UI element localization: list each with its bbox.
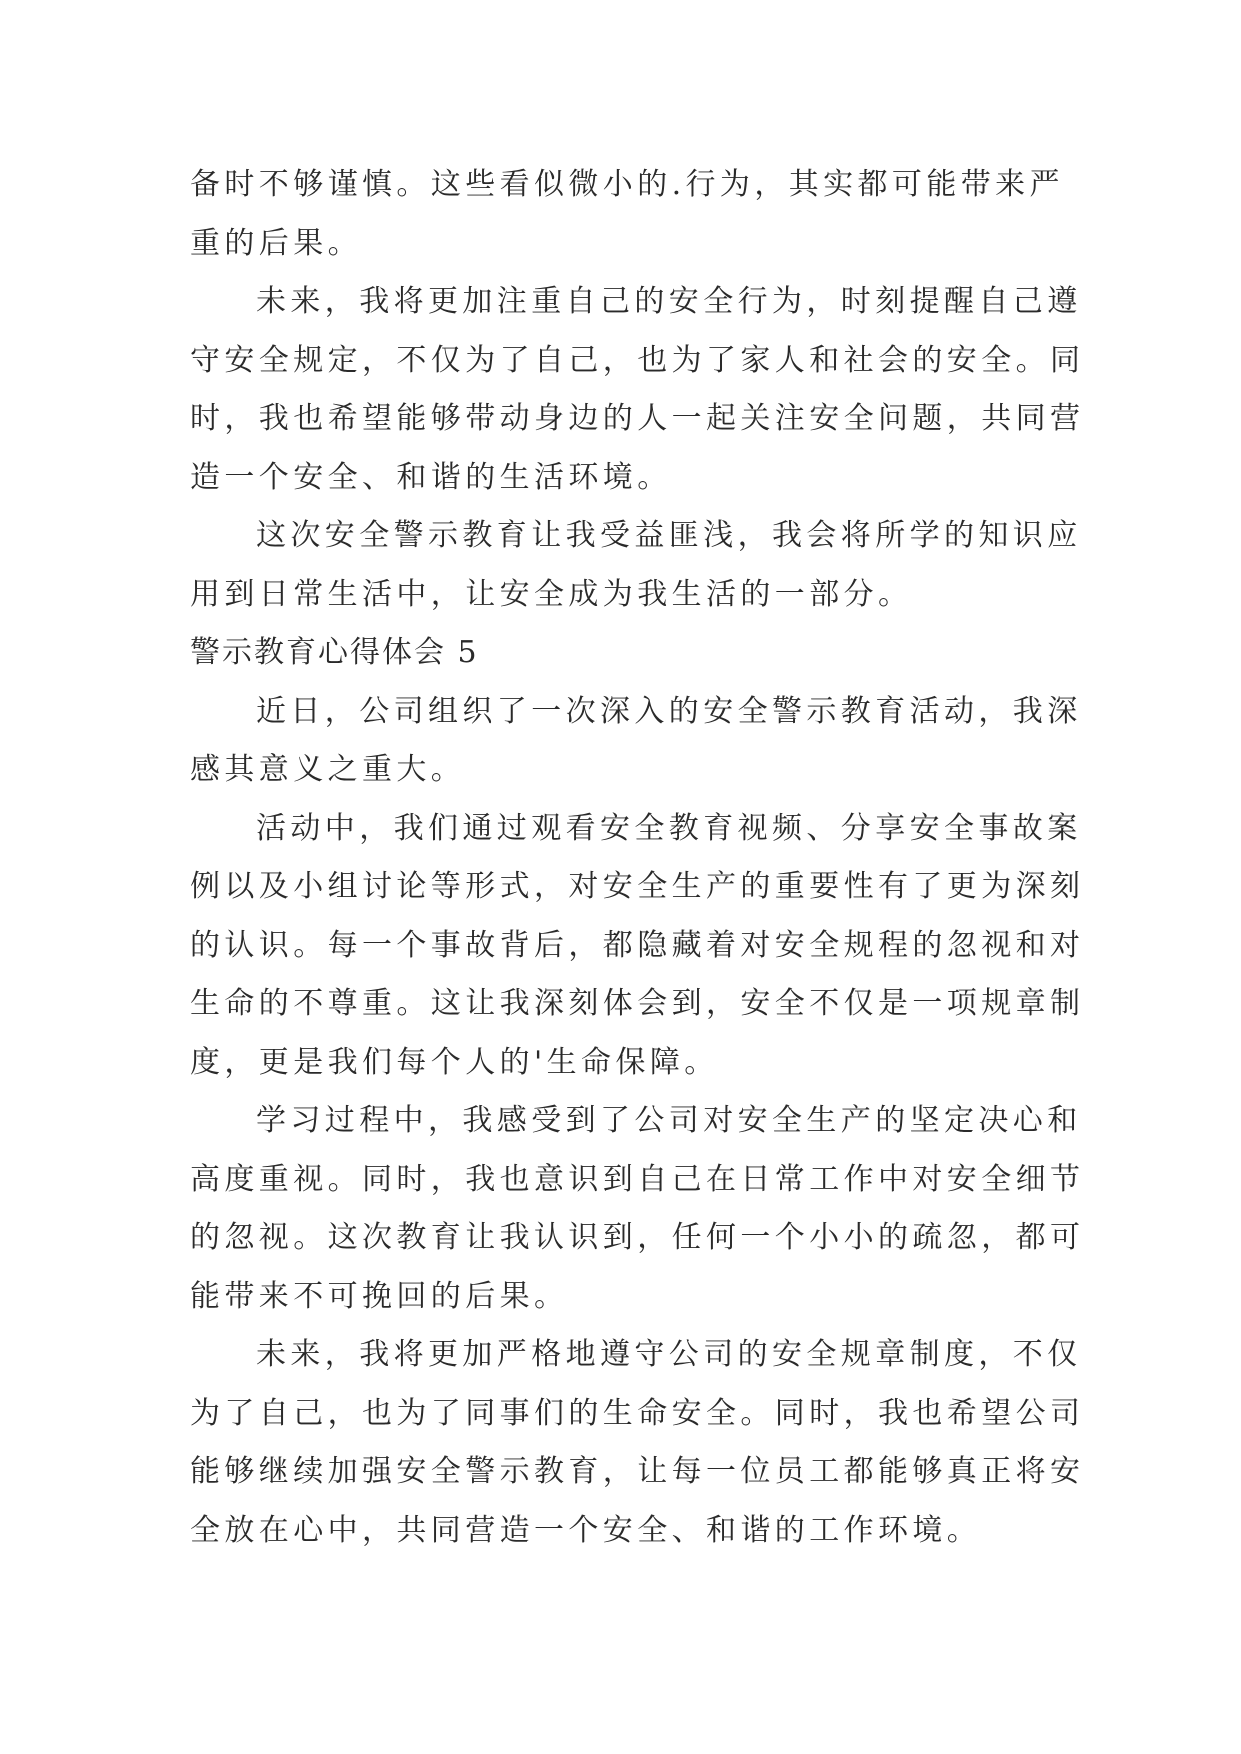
text-line: 感其意义之重大。 (190, 752, 466, 787)
document-body (190, 156, 1085, 1560)
text-line: 时，我也希望能够带动身边的人一起关注安全问题，共同营 (190, 401, 1085, 436)
text-line: 的忽视。这次教育让我认识到，任何一个小小的疏忽，都可 (190, 1220, 1085, 1255)
text-line: 生命的不尊重。这让我深刻体会到，安全不仅是一项规章制 (190, 986, 1085, 1021)
section-heading: 警示教育心得体会 5 (190, 635, 479, 670)
text-line: 重的后果。 (190, 225, 362, 261)
paragraph-start-line: 活动中，我们通过观看安全教育视频、分享安全事故案 (256, 810, 1082, 846)
text-line: 全放在心中，共同营造一个安全、和谐的工作环境。 (190, 1512, 982, 1548)
paragraph-start-line: 学习过程中，我感受到了公司对安全生产的坚定决心和 (256, 1103, 1082, 1138)
text-line: 的认识。每一个事故背后，都隐藏着对安全规程的忽视和对 (190, 927, 1085, 963)
paragraph-start-line: 未来，我将更加注重自己的安全行为，时刻提醒自己遵 (256, 284, 1082, 319)
text-line: 能够继续加强安全警示教育，让每一位员工都能够真正将安 (190, 1454, 1085, 1489)
text-line: 为了自己，也为了同事们的生命安全。同时，我也希望公司 (190, 1395, 1085, 1431)
text-line: 守安全规定，不仅为了自己，也为了家人和社会的安全。同 (190, 342, 1085, 378)
text-line: 度，更是我们每个人的'生命保障。 (190, 1044, 719, 1080)
paragraph-start-line: 这次安全警示教育让我受益匪浅，我会将所学的知识应 (256, 518, 1082, 553)
text-line: 能带来不可挽回的后果。 (190, 1278, 569, 1314)
text-line: 例以及小组讨论等形式，对安全生产的重要性有了更为深刻 (190, 869, 1085, 904)
text-line: 高度重视。同时，我也意识到自己在日常工作中对安全细节 (190, 1161, 1085, 1197)
paragraph-start-line: 未来，我将更加严格地遵守公司的安全规章制度，不仅 (256, 1337, 1082, 1372)
text-line: 用到日常生活中，让安全成为我生活的一部分。 (190, 576, 913, 612)
text-line: 备时不够谨慎。这些看似微小的.行为，其实都可能带来严 (190, 167, 1064, 202)
text-line: 造一个安全、和谐的生活环境。 (190, 459, 672, 495)
paragraph-start-line: 近日，公司组织了一次深入的安全警示教育活动，我深 (256, 693, 1082, 729)
